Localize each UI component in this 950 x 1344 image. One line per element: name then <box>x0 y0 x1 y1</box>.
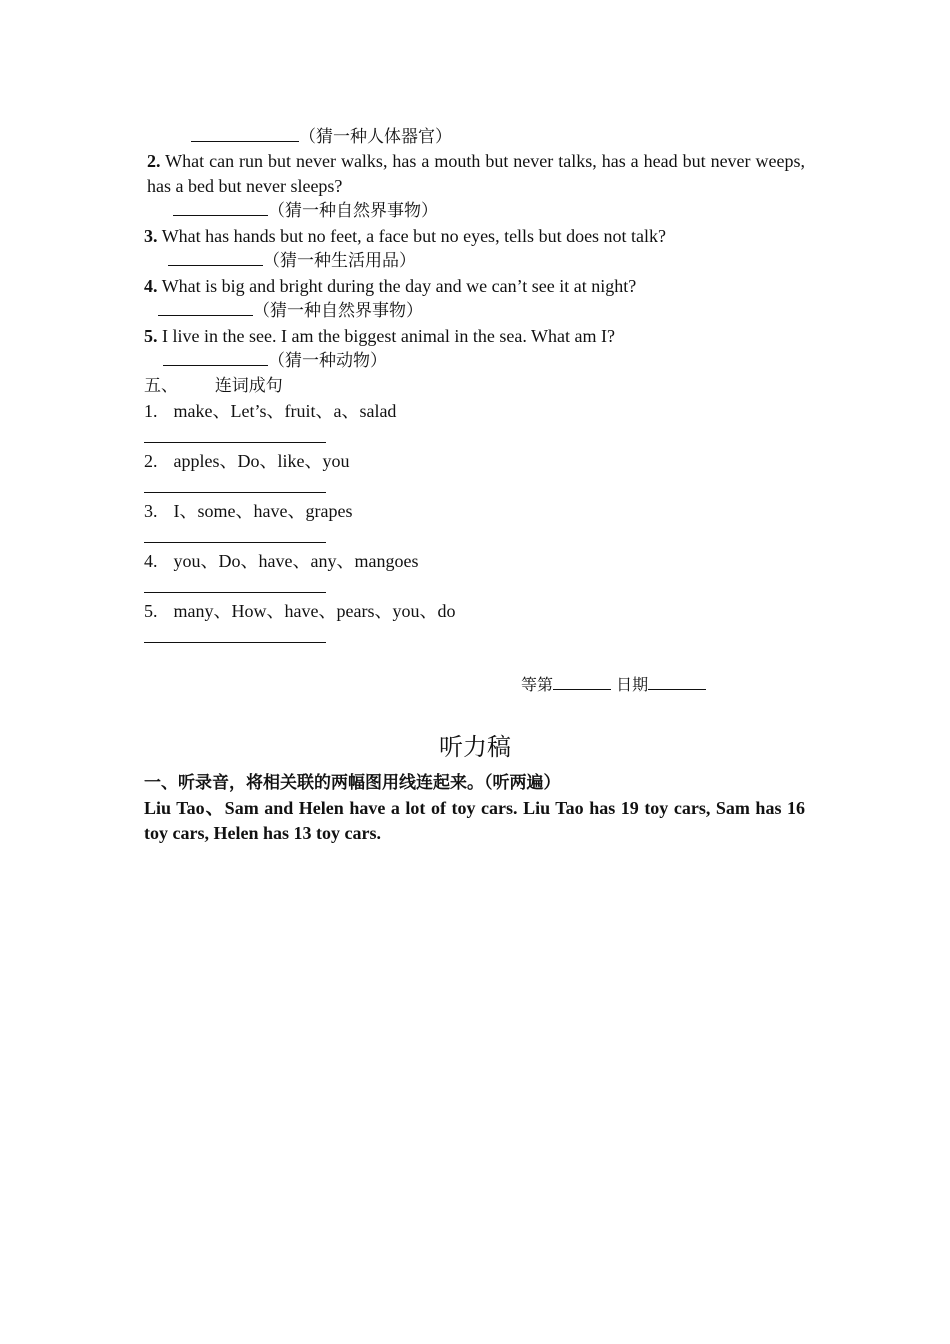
riddle-hint: （猜一种自然界事物） <box>268 201 438 221</box>
answer-line <box>144 592 326 593</box>
word-order-item-3 <box>144 499 352 524</box>
item-words: I、some、have、grapes <box>173 501 353 521</box>
word-order-item-1 <box>144 399 396 424</box>
answer-line <box>144 442 326 443</box>
riddle-2-answer-row <box>173 198 438 224</box>
grade-blank <box>553 674 611 690</box>
riddle-3 <box>144 224 666 249</box>
riddle-number: 5. <box>144 326 158 346</box>
item-number: 3. <box>144 501 158 521</box>
item-words: you、Do、have、any、mangoes <box>173 551 419 571</box>
riddle-5-answer-row <box>163 348 387 374</box>
grade-label: 等第 <box>521 675 554 694</box>
answer-blank <box>158 298 253 316</box>
riddle-hint: （猜一种人体器官） <box>299 127 452 147</box>
answer-blank <box>191 124 299 142</box>
answer-blank <box>163 348 268 366</box>
section-number: 五、 <box>144 376 178 396</box>
riddle-text: I live in the see. I am the biggest animal in the sea. What am I? <box>162 326 616 346</box>
word-order-item-5 <box>144 599 455 624</box>
answer-line <box>144 542 326 543</box>
riddle-4-answer-row <box>158 298 423 324</box>
date-blank <box>648 674 706 690</box>
section-title: 连词成句 <box>214 376 283 396</box>
answer-line <box>144 642 326 643</box>
word-order-item-2 <box>144 449 349 474</box>
riddle-hint: （猜一种动物） <box>268 351 387 371</box>
riddle-text: What can run but never walks, has a mouth but never talks, has a head but never weeps, has a bed but never sleeps? <box>147 151 805 196</box>
riddle-number: 4. <box>144 276 158 296</box>
word-order-item-4 <box>144 549 418 574</box>
riddle-1-answer-row <box>191 124 452 150</box>
riddle-hint: （猜一种自然界事物） <box>253 301 423 321</box>
item-number: 2. <box>144 451 158 471</box>
item-number: 5. <box>144 601 158 621</box>
section-5-heading <box>144 374 283 399</box>
date-label: 日期 <box>616 675 649 694</box>
riddle-number: 3. <box>144 226 158 246</box>
answer-blank <box>168 248 263 266</box>
grade-date-row <box>521 672 706 697</box>
riddle-4 <box>144 274 636 299</box>
answer-blank <box>173 198 268 216</box>
listening-script: Liu Tao、Sam and Helen have a lot of toy cars. Liu Tao has 19 toy cars, Sam has 16 toy cars, Helen has 13 toy cars. <box>144 798 805 843</box>
riddle-3-answer-row <box>168 248 416 274</box>
item-words: make、Let’s、fruit、a、salad <box>173 401 397 421</box>
riddle-hint: （猜一种生活用品） <box>263 251 416 271</box>
riddle-2 <box>147 149 805 199</box>
answer-line <box>144 492 326 493</box>
item-number: 4. <box>144 551 158 571</box>
item-words: apples、Do、like、you <box>173 451 350 471</box>
listening-instruction: 一、听录音，将相关联的两幅图用线连起来。（听两遍） <box>144 773 561 793</box>
item-number: 1. <box>144 401 158 421</box>
item-words: many、How、have、pears、you、do <box>173 601 456 621</box>
riddle-text: What is big and bright during the day and we can’t see it at night? <box>161 276 637 296</box>
riddle-5 <box>144 324 615 349</box>
riddle-text: What has hands but no feet, a face but no eyes, tells but does not talk? <box>161 226 667 246</box>
listening-title: 听力稿 <box>439 733 511 761</box>
riddle-number: 2. <box>147 151 161 171</box>
